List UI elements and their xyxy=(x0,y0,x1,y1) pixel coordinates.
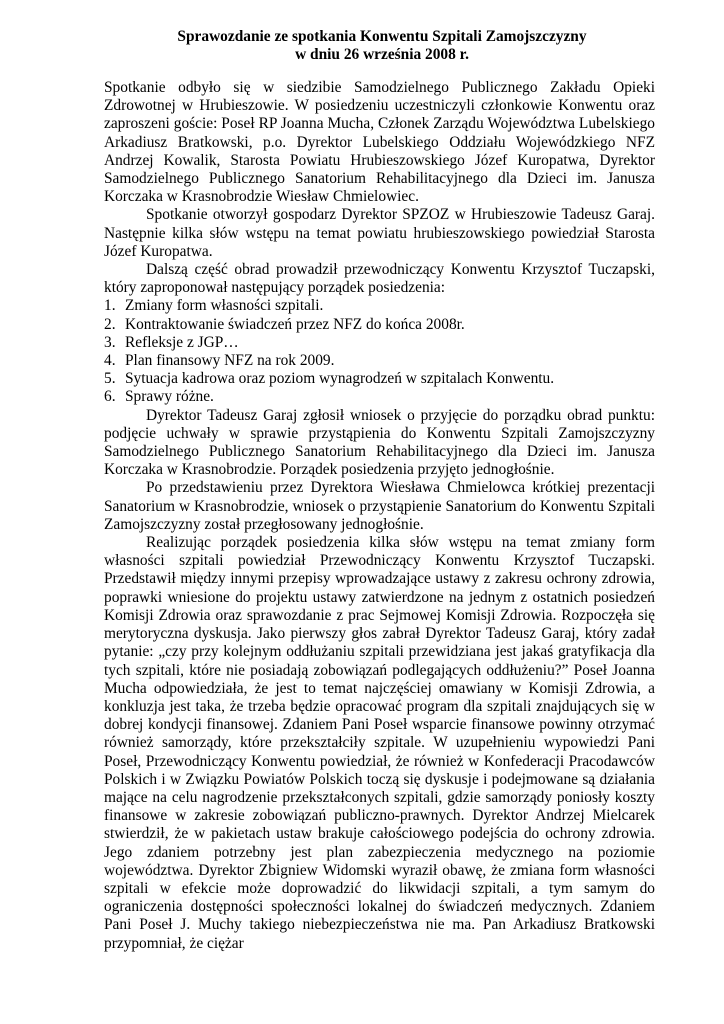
agenda-item-number: 2. xyxy=(104,315,116,333)
paragraph-discussion: Realizując porządek posiedzenia kilka słów wstępu na temat zmiany form własności szpitali powiedział Przewodniczący Konwentu Krzysztof Tuczapski. Przedstawił między innymi przepisy wprowadzające ustawy z zakresu ochrony zdrowia, poprawki wniesione do projektu ustawy zatwierdzone na jednym z ostatnich posiedzeń Komisji Zdrowia oraz sprawozdanie z prac Sejmowej Komisji Zdrowia. Rozpoczęła się merytoryczna dyskusja. Jako pierwszy głos zabrał Dyrektor Tadeusz Garaj, który zadał pytanie: „czy przy kolejnym oddłużaniu szpitali przewidziana jest jakaś gratyfikacja dla tych szpitali, które nie posiadają zobowiązań podlegających oddłużeniu?” Poseł Joanna Mucha odpowiedziała, że jest to temat najczęściej omawiany w Komisji Zdrowia, a konkluzja jest taka, że trzeba będzie opracować program dla szpitali znajdujących się w dobrej kondycji finansowej. Zdaniem Pani Poseł wsparcie finansowe powinny otrzymać również samorządy, które przekształciły szpitale. W uzupełnieniu wypowiedzi Pani Poseł, Przewodniczący Konwentu powiedział, że również w Konfederacji Pracodawców Polskich i w Związku Powiatów Polskich toczą się dyskusje i podejmowane są działania mające na celu nagrodzenie przekształconych szpitali, gdzie samorządy poniosły koszty finansowe w zakresie zobowiązań publiczno-prawnych. Dyrektor Andrzej Mielcarek stwierdził, że w pakietach ustaw brakuje całościowego podejścia do ochrony zdrowia. Jego zdaniem potrzebny jest plan zabezpieczenia medycznego na poziomie województwa. Dyrektor Zbigniew Widomski wyraził obawę, że zmiana form własności szpitali w efekcie może doprowadzić do likwidacji szpitali, a tym samym do ograniczenia dostępności społeczności lokalnej do świadczeń medycznych. Zdaniem Pani Poseł J. Muchy takiego niebezpieczeństwa nie ma. Pan Arkadiusz Bratkowski przypomniał, że ciężar xyxy=(104,534,655,952)
document-title xyxy=(0,28,724,64)
agenda-item xyxy=(104,388,655,406)
agenda-item-number: 3. xyxy=(104,333,116,351)
document-body xyxy=(104,79,655,953)
agenda-item-number: 5. xyxy=(104,370,116,388)
agenda-item-text: Sytuacja kadrowa oraz poziom wynagrodzeń w szpitalach Konwentu. xyxy=(125,370,555,388)
agenda-item-text: Sprawy różne. xyxy=(125,388,214,406)
agenda-item xyxy=(104,334,655,352)
paragraph-motion: Dyrektor Tadeusz Garaj zgłosił wniosek o przyjęcie do porządku obrad punktu: podjęcie uchwały w sprawie przystąpienia do Konwentu Szpitali Zamojszczyzny Samodzielnego Publicznego Sanatorium Rehabilitacyjnego dla Dzieci im. Janusza Korczaka w Krasnobrodzie. Porządek posiedzenia przyjęto jednogłośnie. xyxy=(104,406,655,479)
paragraph-attendees: Spotkanie odbyło się w siedzibie Samodzielnego Publicznego Zakładu Opieki Zdrowotnej w Hrubieszowie. W posiedzeniu uczestniczyli członkowie Konwentu oraz zaproszeni goście: Poseł RP Joanna Mucha, Członek Zarządu Województwa Lubelskiego Arkadiusz Bratkowski, p.o. Dyrektor Lubelskiego Oddziału Wojewódzkiego NFZ Andrzej Kowalik, Starosta Powiatu Hrubieszowskiego Józef Kuropatwa, Dyrektor Samodzielnego Publicznego Sanatorium Rehabilitacyjnego dla Dzieci im. Janusza Korczaka w Krasnobrodzie Wiesław Chmielowiec. xyxy=(104,79,655,206)
agenda-item-text: Plan finansowy NFZ na rok 2009. xyxy=(125,352,335,370)
agenda-item-text: Zmiany form własności szpitali. xyxy=(125,297,324,315)
paragraph-opening: Spotkanie otworzył gospodarz Dyrektor SPZOZ w Hrubieszowie Tadeusz Garaj. Następnie kilka słów wstępu na temat powiatu hrubieszowskiego powiedział Starosta Józef Kuropatwa. xyxy=(104,206,655,260)
agenda-item-number: 6. xyxy=(104,388,116,406)
paragraph-agenda-intro: Dalszą część obrad prowadził przewodniczący Konwentu Krzysztof Tuczapski, który zaproponował następujący porządek posiedzenia: xyxy=(104,261,655,297)
agenda-item xyxy=(104,352,655,370)
title-line-1: Sprawozdanie ze spotkania Konwentu Szpitali Zamojszczyzny xyxy=(177,28,587,45)
paragraph-sanatorium-vote: Po przedstawieniu przez Dyrektora Wiesława Chmielowca krótkiej prezentacji Sanatorium w Krasnobrodzie, wniosek o przystąpienie Sanatorium do Konwentu Szpitali Zamojszczyzny został przegłosowany jednogłośnie. xyxy=(104,479,655,533)
agenda-item xyxy=(104,370,655,388)
agenda-item-text: Refleksje z JGP… xyxy=(125,333,239,351)
agenda-item-number: 4. xyxy=(104,352,116,370)
agenda-item xyxy=(104,316,655,334)
agenda-item xyxy=(104,297,655,315)
title-line-2: w dniu 26 września 2008 r. xyxy=(295,46,469,63)
agenda-item-number: 1. xyxy=(104,297,116,315)
agenda-item-text: Kontraktowanie świadczeń przez NFZ do końca 2008r. xyxy=(125,315,465,333)
agenda-list xyxy=(104,297,655,406)
